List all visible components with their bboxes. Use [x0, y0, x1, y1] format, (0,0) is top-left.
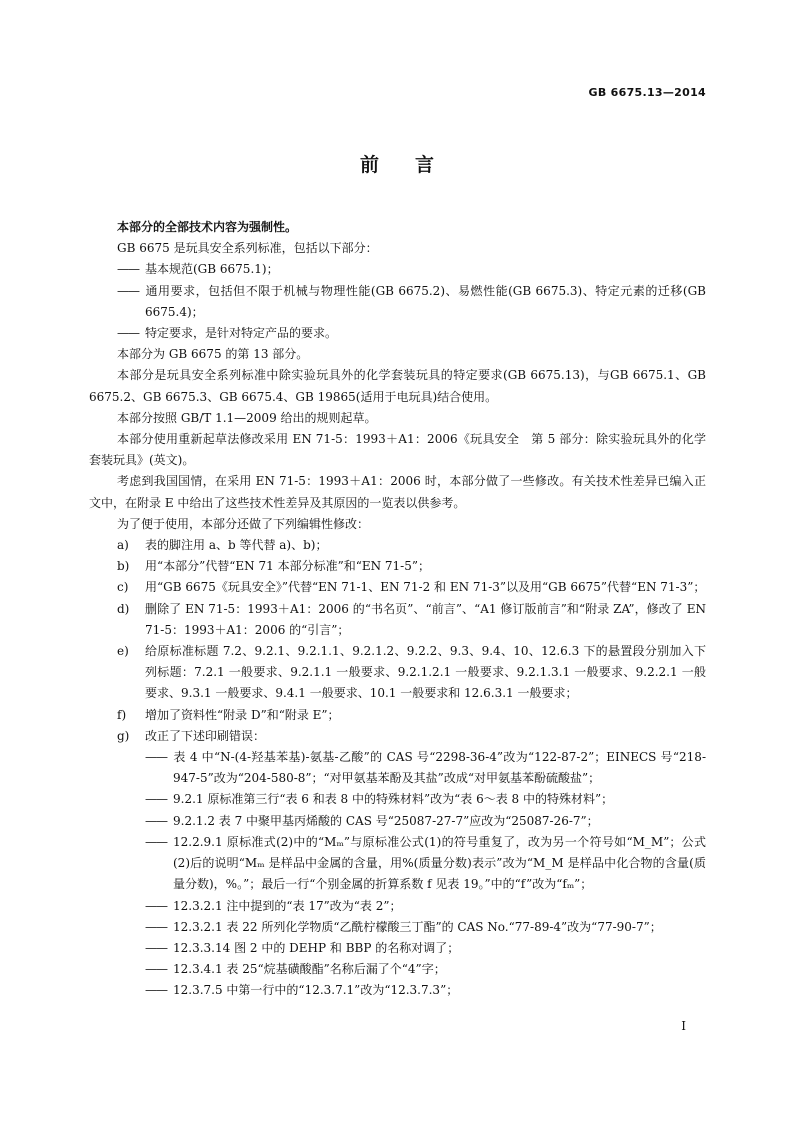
list-label: f) [117, 707, 127, 722]
dash-mark: —— [145, 962, 167, 977]
list-item: f) 增加了资料性“附录 D”和“附录 E”； [89, 705, 706, 726]
list-label: b) [117, 559, 130, 574]
dash-mark: —— [117, 326, 139, 341]
dash-mark: —— [145, 750, 167, 765]
dash-item: —— 通用要求，包括但不限于机械与物理性能(GB 6675.2)、易燃性能(GB 6675.3)、特定元素的迁移(GB 6675.4)； [89, 281, 706, 323]
title-char-1: 前 [359, 154, 379, 176]
dash-item: —— 特定要求，是针对特定产品的要求。 [89, 323, 706, 344]
paragraph-series: GB 6675 是玩具安全系列标准，包括以下部分： [117, 241, 378, 256]
dash-mark: —— [145, 983, 167, 998]
dash-mark: —— [117, 262, 139, 277]
list-item: g) 改正了下述印刷错误： [89, 726, 706, 747]
corrections-list [89, 747, 706, 1001]
list-label: g) [117, 728, 130, 743]
correction-item: —— 12.3.4.1 表 25“烷基磺酸酯”名称后漏了个“4”字； [89, 959, 706, 980]
correction-item: —— 表 4 中“N-(4-羟基苯基)-氨基-乙酸”的 CAS 号“2298-36-4”改为“122-87-2”；EINECS 号“218-947-5”改为“204-580-8”；“对甲氨基苯酚及其盐”改成“对甲氨基苯酚硫酸盐”； [89, 747, 706, 789]
title-char-2: 言 [415, 154, 435, 176]
list-label: c) [117, 580, 129, 595]
correction-item: —— 9.2.1 原标准第三行“表 6 和表 8 中的特殊材料”改为“表 6～表 8 中的特殊材料”； [89, 789, 706, 810]
dash-item: —— 基本规范(GB 6675.1)； [89, 259, 706, 280]
list-label: e) [117, 644, 129, 659]
list-item: d) 删除了 EN 71-5：1993＋A1：2006 的“书名页”、“前言”、“A1 修订版前言”和“附录 ZA”，修改了 EN 71-5：1993＋A1：2006 的“引言”； [89, 599, 706, 641]
list-label: a) [117, 538, 129, 553]
correction-item: —— 12.3.2.1 注中提到的“表 17”改为“表 2”； [89, 896, 706, 917]
paragraph-editorial: 为了便于使用，本部分还做了下列编辑性修改： [117, 516, 370, 531]
correction-item: —— 12.3.2.1 表 22 所列化学物质“乙酰柠檬酸三丁酯”的 CAS No.“77-89-4”改为“77-90-7”； [89, 917, 706, 938]
dash-mark: —— [145, 898, 167, 913]
correction-item: —— 12.2.9.1 原标准式(2)中的“Mₘ”与原标准公式(1)的符号重复了，改为另一个符号如“M_M”；公式(2)后的说明“Mₘ 是样品中金属的含量，用%(质量分数)表示”改为“M_M 是样品中化合物的含量(质量分数)，%。”；最后一行“个别金属的折算系数 f 见表 19。”中的“f”改为“fₘ”； [89, 832, 706, 896]
list-label: d) [117, 601, 130, 616]
dash-mark: —— [145, 792, 167, 807]
paragraph-part: 本部分为 GB 6675 的第 13 部分。 [117, 347, 309, 362]
paragraph-differences: 考虑到我国国情，在采用 EN 71-5：1993＋A1：2006 时，本部分做了一些修改。有关技术性差异已编入正文中，在附录 E 中给出了这些技术性差异及其原因的一览表以供参考。 [89, 474, 706, 510]
dash-mark: —— [117, 283, 139, 298]
paragraph-adoption: 本部分使用重新起草法修改采用 EN 71-5：1993＋A1：2006《玩具安全 第 5 部分：除实验玩具外的化学套装玩具》(英文)。 [89, 432, 706, 468]
list-item: a) 表的脚注用 a、b 等代替 a)、b)； [89, 535, 706, 556]
page-number: I [681, 1019, 686, 1033]
dash-mark: —— [145, 919, 167, 934]
page-title [0, 150, 794, 177]
editorial-list [89, 535, 706, 747]
list-item: e) 给原标准标题 7.2、9.2.1、9.2.1.1、9.2.1.2、9.2.2、9.3、9.4、10、12.6.3 下的悬置段分别加入下列标题：7.2.1 一般要求、9.2.1.1 一般要求、9.2.1.2.1 一般要求、9.2.1.3.1 一般要求、9.2.2.1 一般要求、9.3.1 一般要求、9.4.1 一般要求、10.1 一般要求和 12.6.3.1 一般要求； [89, 641, 706, 705]
foreword-body [89, 217, 706, 1002]
list-item: c) 用“GB 6675《玩具安全》”代替“EN 71-1、EN 71-2 和 EN 71-3”以及用“GB 6675”代替“EN 71-3”； [89, 577, 706, 598]
correction-item: —— 12.3.3.14 图 2 中的 DEHP 和 BBP 的名称对调了； [89, 938, 706, 959]
dash-mark: —— [145, 834, 167, 849]
list-item: b) 用“本部分”代替“EN 71 本部分标准”和“EN 71-5”； [89, 556, 706, 577]
paragraph-scope: 本部分是玩具安全系列标准中除实验玩具外的化学套装玩具的特定要求(GB 6675.13)，与GB 6675.1、GB 6675.2、GB 6675.3、GB 6675.4、GB 19865(适用于电玩具)结合使用。 [89, 368, 706, 404]
document-code: GB 6675.13—2014 [588, 86, 706, 99]
dash-mark: —— [145, 940, 167, 955]
dash-mark: —— [145, 813, 167, 828]
correction-item: —— 12.3.7.5 中第一行中的“12.3.7.1”改为“12.3.7.3”； [89, 980, 706, 1001]
correction-item: —— 9.2.1.2 表 7 中聚甲基丙烯酸的 CAS 号“25087-27-7”应改为“25087-26-7”； [89, 811, 706, 832]
paragraph-drafting: 本部分按照 GB/T 1.1—2009 给出的规则起草。 [117, 410, 377, 425]
mandatory-statement: 本部分的全部技术内容为强制性。 [117, 220, 298, 234]
